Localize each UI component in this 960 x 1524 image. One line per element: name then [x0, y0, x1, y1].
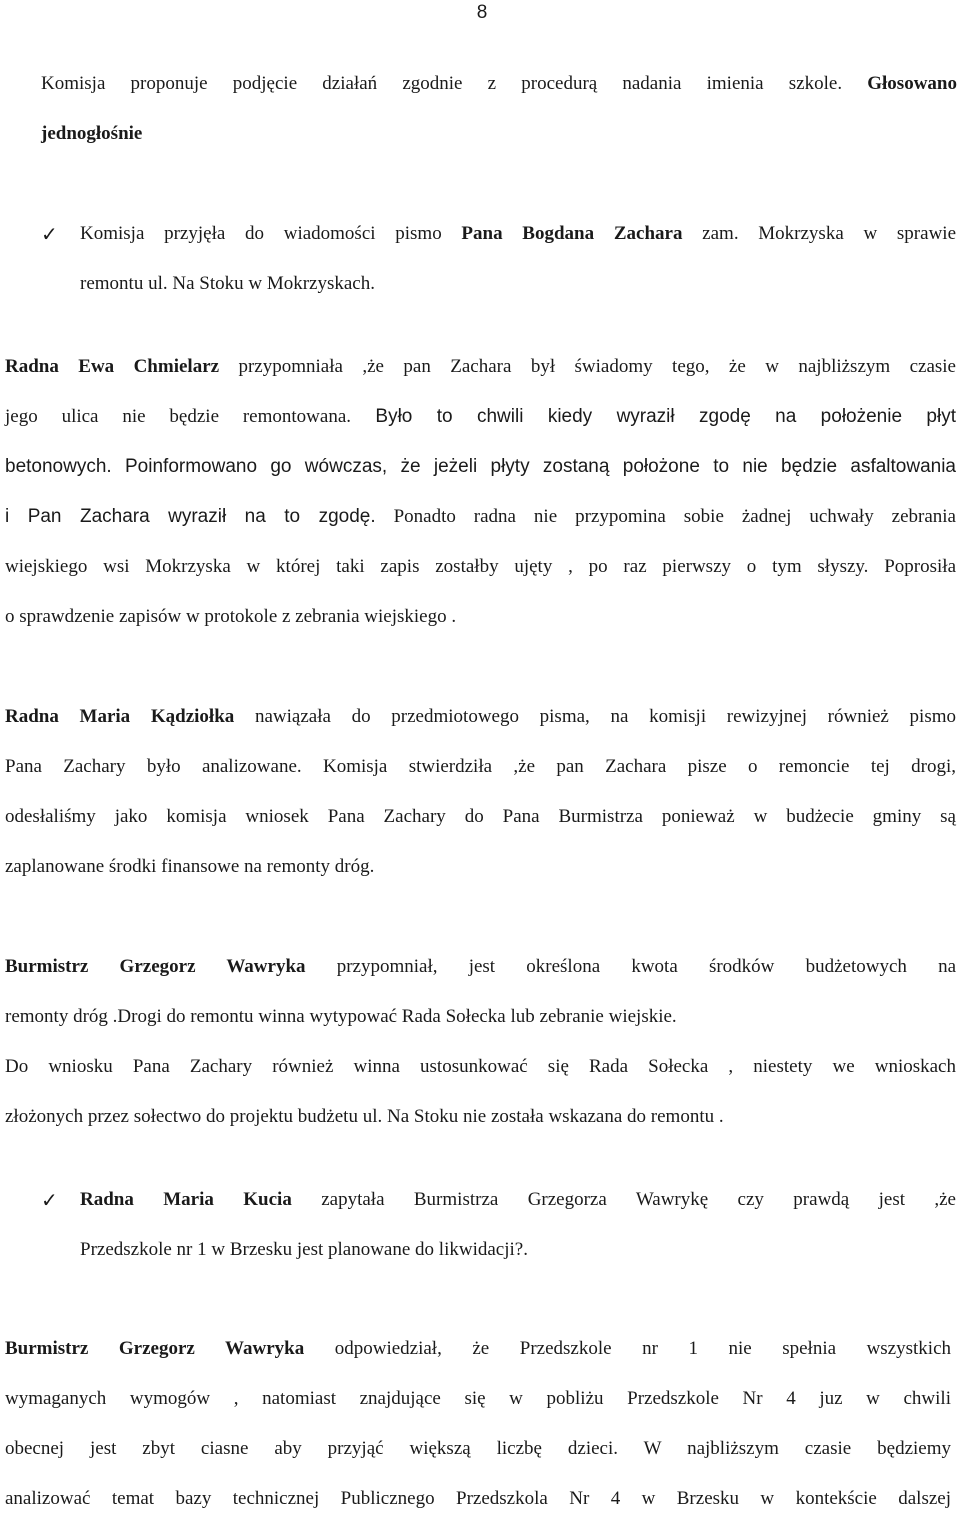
speaker-name: Radna Ewa Chmielarz	[5, 356, 220, 377]
paragraph-line: remonty dróg .Drogi do remontu winna wytypować Rada Sołecka lub zebranie wiejskie.	[5, 1006, 677, 1027]
paragraph-line	[5, 492, 956, 542]
paragraph-line	[5, 342, 956, 392]
paragraph-line: zaplanowane środki finansowe na remonty dróg.	[5, 856, 375, 877]
text-run: Ponadto radna nie przypomina sobie żadnej uchwały zebrania	[375, 506, 956, 527]
speaker-name: Radna Maria Kucia	[80, 1189, 292, 1210]
paragraph-line	[5, 442, 956, 492]
paragraph-line: złożonych przez sołectwo do projektu budżetu ul. Na Stoku nie została wskazana do remontu .	[5, 1106, 724, 1127]
checkmark-icon: ✓	[41, 222, 58, 246]
bold-text: Pana Bogdana Zachara	[461, 223, 683, 244]
paragraph-line	[5, 392, 956, 442]
checklist-item-letter	[80, 209, 956, 309]
text-run: Poprosiła	[868, 556, 956, 577]
speaker-name: Burmistrz Grzegorz Wawryka	[5, 1338, 305, 1359]
paragraph-chmielarz	[5, 342, 956, 642]
paragraph-line	[41, 109, 957, 159]
paragraph-wawryka-preschool	[5, 1324, 951, 1524]
paragraph-line	[41, 59, 957, 109]
paragraph-line	[80, 209, 956, 259]
paragraph-line	[80, 1175, 956, 1225]
text-run: Komisja proponuje podjęcie działań zgodnie z procedurą nadania imienia szkole.	[41, 73, 843, 94]
paragraph-commission-proposal	[41, 59, 957, 159]
paragraph-line: obecnej jest zbyt ciasne aby przyjąć większą liczbę dzieci. W najbliższym czasie będziemy	[5, 1438, 951, 1459]
paragraph-line	[5, 542, 956, 592]
text-run: Poinformowano go wówczas, że jeżeli płyty zostaną położone to nie będzie asfaltowania	[111, 456, 956, 477]
text-run: Komisja stwierdziła ,że pan Zachara pisze o remoncie tej drogi,	[301, 756, 956, 777]
text-run: odpowiedział, że Przedszkole nr 1 nie spełnia wszystkich	[304, 1338, 952, 1359]
paragraph-line: wymaganych wymogów , natomiast znajdujące się w pobliżu Przedszkole Nr 4 juz w chwili	[5, 1388, 951, 1409]
paragraph-line	[5, 1324, 951, 1374]
text-run: betonowych.	[5, 456, 112, 477]
paragraph-line	[5, 742, 956, 792]
text-run: przypomniał, jest określona kwota środków budżetowych na	[305, 956, 957, 977]
checklist-item-kucia	[80, 1175, 956, 1275]
speaker-name: Burmistrz Grzegorz Wawryka	[5, 956, 306, 977]
text-run: zapytała Burmistrza Grzegorza Wawrykę czy prawdą jest ,że	[291, 1189, 956, 1210]
paragraph-line: o sprawdzenie zapisów w protokole z zebrania wiejskiego .	[5, 606, 457, 627]
bold-text: Głosowano	[867, 73, 957, 94]
text-run: Komisja przyjęła do wiadomości pismo	[80, 223, 462, 244]
bold-text: jednogłośnie	[41, 123, 143, 144]
text-run: i Pan Zachara wyraził na to zgodę.	[5, 506, 376, 527]
paragraph-line	[5, 692, 956, 742]
text-run: Było to chwili kiedy wyraził zgodę na położenie płyt	[351, 406, 956, 427]
text-run: jego ulica nie będzie remontowana.	[5, 406, 352, 427]
paragraph-line: Do wniosku Pana Zachary również winna ustosunkować się Rada Sołecka , niestety we wnioskach	[5, 1056, 956, 1077]
paragraph-line: analizować temat bazy technicznej Publicznego Przedszkola Nr 4 w Brzesku w kontekście dalszej	[5, 1488, 951, 1509]
speaker-name: Radna Maria Kądziołka	[5, 706, 235, 727]
text-run: przypomniała ,że pan Zachara był świadomy tego, że w najbliższym czasie	[219, 356, 956, 377]
text-run: nawiązała do przedmiotowego pisma, na komisji rewizyjnej również pismo	[234, 706, 956, 727]
paragraph-kadziolka	[5, 692, 956, 892]
paragraph-line: Przedszkole nr 1 w Brzesku jest planowane do likwidacji?.	[80, 1239, 528, 1260]
text-run: wiejskiego wsi Mokrzyska w której taki zapis zostałby ujęty , po raz pierwszy o tym słyszy.	[5, 556, 869, 577]
text-run: zam. Mokrzyska w sprawie	[682, 223, 957, 244]
paragraph-line: remontu ul. Na Stoku w Mokrzyskach.	[80, 273, 375, 294]
text-run: Pana Zachary było analizowane.	[5, 756, 302, 777]
paragraph-line	[5, 942, 956, 992]
checkmark-icon: ✓	[41, 1188, 58, 1212]
paragraph-line: odesłaliśmy jako komisja wniosek Pana Zachary do Pana Burmistrza ponieważ w budżecie gminy są	[5, 806, 956, 827]
page-number: 8	[476, 2, 488, 23]
paragraph-wawryka-budget	[5, 942, 956, 1142]
